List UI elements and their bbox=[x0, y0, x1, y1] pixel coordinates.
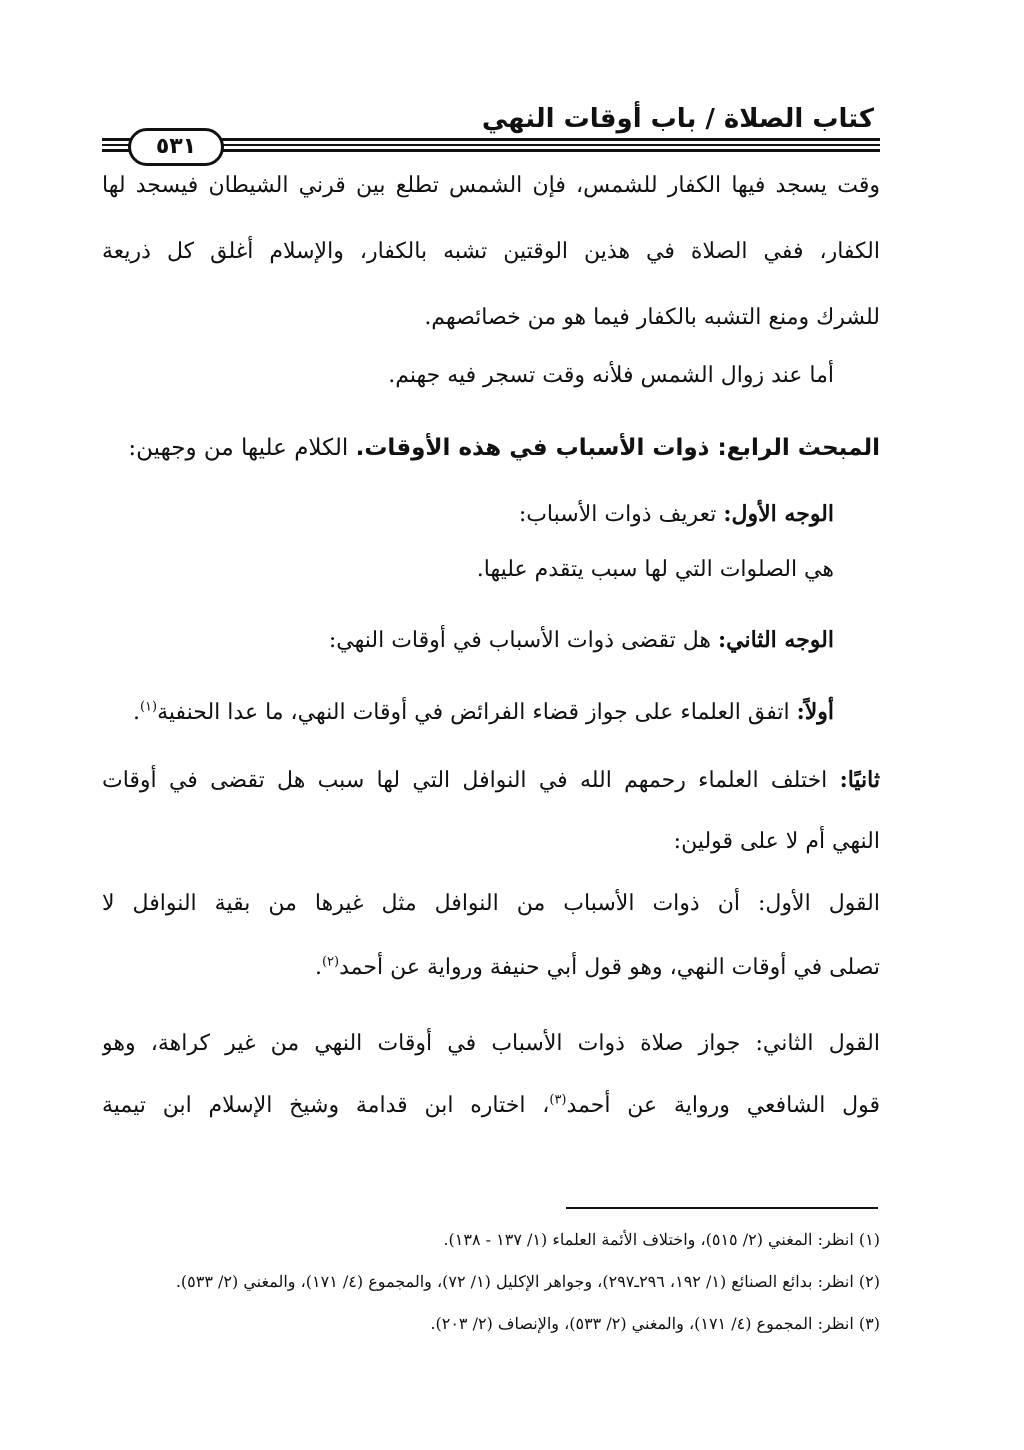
section-heading-title: المبحث الرابع: ذوات الأسباب في هذه الأوقات. bbox=[355, 435, 880, 461]
aspect-heading bbox=[102, 494, 880, 535]
line-end: . bbox=[314, 955, 322, 980]
point-text: اختلف العلماء رحمهم الله في النوافل التي لها سبب هل تقضى في أوقات bbox=[102, 768, 840, 793]
footnote-ref[interactable]: (٢) bbox=[321, 954, 340, 970]
point-second bbox=[102, 760, 880, 801]
point-label: ثانيًا: bbox=[839, 767, 880, 793]
point-label: أولاً: bbox=[796, 699, 834, 725]
footnote-separator bbox=[566, 1207, 878, 1209]
body-line-text: ، اختاره ابن قدامة وشيخ الإسلام ابن تيمية bbox=[102, 1093, 550, 1118]
body-line: للشرك ومنع التشبه بالكفار فيما هو من خصائصهم. bbox=[424, 305, 880, 330]
body-line: القول الأول: أن ذوات الأسباب من النوافل مثل غيرها من بقية النوافل لا bbox=[102, 891, 880, 916]
point-text: اتفق العلماء على جواز قضاء الفرائض في أوقات النهي، ما عدا الحنفية bbox=[157, 700, 797, 725]
point-end: . bbox=[132, 700, 140, 725]
aspect-text: هل تقضى ذوات الأسباب في أوقات النهي: bbox=[328, 628, 719, 653]
body-line-text: أما عند زوال الشمس فلأنه وقت تسجر فيه جهنم. bbox=[388, 363, 834, 388]
page-number: ٥٣١ bbox=[128, 128, 224, 166]
body-line bbox=[102, 948, 880, 988]
running-header-title: كتاب الصلاة / باب أوقات النهي bbox=[481, 104, 874, 134]
aspect-label: الوجه الثاني: bbox=[718, 627, 834, 653]
body-line-text: قول الشافعي ورواية عن أحمد bbox=[566, 1093, 880, 1118]
footnote-ref[interactable]: (١) bbox=[139, 699, 158, 715]
body-line: الكفار، ففي الصلاة في هذين الوقتين تشبه بالكفار، والإسلام أغلق كل ذريعة bbox=[102, 239, 880, 264]
section-heading-rest: الكلام عليها من وجهين: bbox=[128, 435, 356, 461]
footnote: (٣) انظر: المجموع (٤/ ١٧١)، والمغني (٢/ ٥٣٣)، والإنصاف (٢/ ٢٠٣). bbox=[430, 1314, 880, 1333]
point-first bbox=[102, 692, 880, 733]
definition-line bbox=[102, 550, 880, 590]
aspect-label: الوجه الأول: bbox=[723, 501, 834, 527]
aspect-heading bbox=[102, 620, 880, 661]
body-line: وقت يسجد فيها الكفار للشمس، فإن الشمس تطلع بين قرني الشيطان فيسجد لها bbox=[102, 173, 880, 198]
footnote: (٢) انظر: بدائع الصنائع (١/ ١٩٢، ٢٩٦ـ٢٩٧)، وجواهر الإكليل (١/ ٧٢)، والمجموع (٤/ ١٧١)، والمغني (٢/ ٥٣٣). bbox=[175, 1272, 880, 1291]
section-heading bbox=[102, 428, 880, 468]
body-line-text: تصلى في أوقات النهي، وهو قول أبي حنيفة ورواية عن أحمد bbox=[339, 955, 880, 980]
body-line bbox=[102, 356, 880, 396]
footnote-ref[interactable]: (٣) bbox=[549, 1092, 567, 1108]
body-line: القول الثاني: جواز صلاة ذوات الأسباب في أوقات النهي من غير كراهة، وهو bbox=[102, 1031, 880, 1056]
aspect-text: تعريف ذوات الأسباب: bbox=[518, 502, 724, 527]
body-line bbox=[102, 1086, 880, 1126]
footnote: (١) انظر: المغني (٢/ ٥١٥)، واختلاف الأئمة العلماء (١/ ١٣٧ - ١٣٨). bbox=[443, 1230, 880, 1249]
definition-text: هي الصلوات التي لها سبب يتقدم عليها. bbox=[476, 557, 834, 582]
body-line: النهي أم لا على قولين: bbox=[673, 829, 880, 854]
